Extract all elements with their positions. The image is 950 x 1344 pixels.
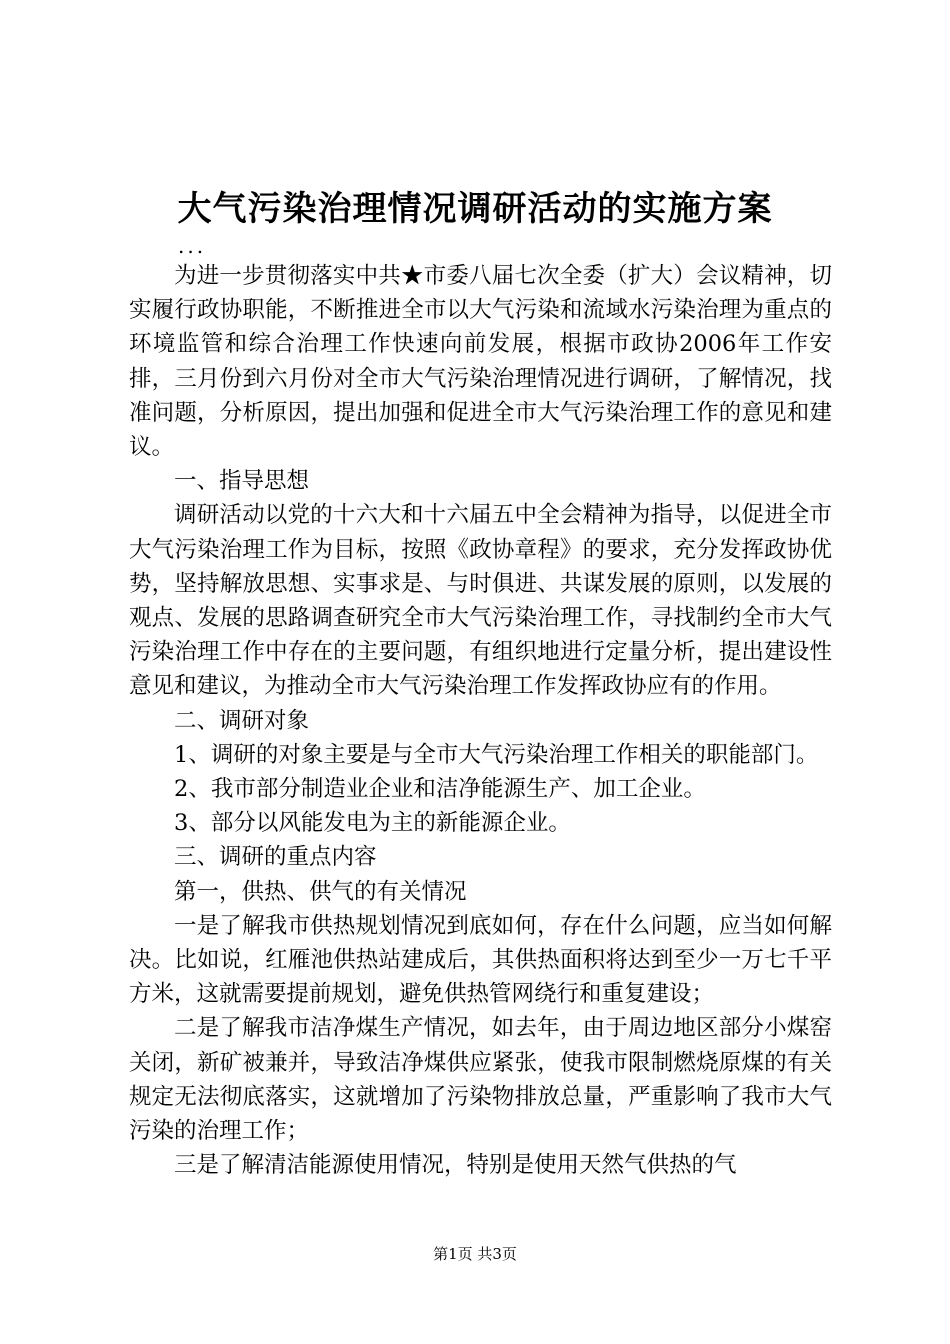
ellipsis: ... <box>178 234 207 258</box>
section-heading-guiding-thought: 一、指导思想 <box>174 468 310 495</box>
key-content-point-2: 二是了解我市洁净煤生产情况，如去年，由于周边地区部分小煤窑关闭，新矿被兼并，导致洁净煤供应紧张，使我市限制燃烧原煤的有关规定无法彻底落实，这就增加了污染物排放总量，严重影响了我市大气污染的治理工作； <box>129 1015 832 1145</box>
section-heading-key-content: 三、调研的重点内容 <box>174 844 377 871</box>
research-target-item-3: 3、部分以风能发电为主的新能源企业。 <box>174 810 571 837</box>
subsection-heading-heating-gas: 第一，供热、供气的有关情况 <box>174 878 467 905</box>
key-content-point-3: 三是了解清洁能源使用情况，特别是使用天然气供热的气 <box>174 1152 737 1179</box>
document-title: 大气污染治理情况调研活动的实施方案 <box>177 189 773 229</box>
guiding-thought-paragraph: 调研活动以党的十六大和十六届五中全会精神为指导，以促进全市大气污染治理工作为目标，按照《政协章程》的要求，充分发挥政协优势，坚持解放思想、实事求是、与时俱进、共谋发展的原则，以发展的观点、发展的思路调查研究全市大气污染治理工作，寻找制约全市大气污染治理工作中存在的主要问题，有组织地进行定量分析，提出建设性意见和建议，为推动全市大气污染治理工作发挥政协应有的作用。 <box>129 502 832 700</box>
research-target-item-1: 1、调研的对象主要是与全市大气污染治理工作相关的职能部门。 <box>174 741 819 768</box>
section-heading-research-targets: 二、调研对象 <box>174 707 310 734</box>
document-body <box>129 259 832 1182</box>
intro-paragraph: 为进一步贯彻落实中共★市委八届七次全委（扩大）会议精神，切实履行政协职能，不断推进全市以大气污染和流域水污染治理为重点的环境监管和综合治理工作快速向前发展，根据市政协2006年工作安排，三月份到六月份对全市大气污染治理情况进行调研，了解情况，找准问题，分析原因，提出加强和促进全市大气污染治理工作的意见和建议。 <box>129 263 832 461</box>
page-footer: 第1页 共3页 <box>433 1245 517 1263</box>
research-target-item-2: 2、我市部分制造业企业和洁净能源生产、加工企业。 <box>174 776 706 803</box>
key-content-point-1: 一是了解我市供热规划情况到底如何，存在什么问题，应当如何解决。比如说，红雁池供热站建成后，其供热面积将达到至少一万七千平方米，这就需要提前规划，避免供热管网绕行和重复建设； <box>129 912 832 1008</box>
